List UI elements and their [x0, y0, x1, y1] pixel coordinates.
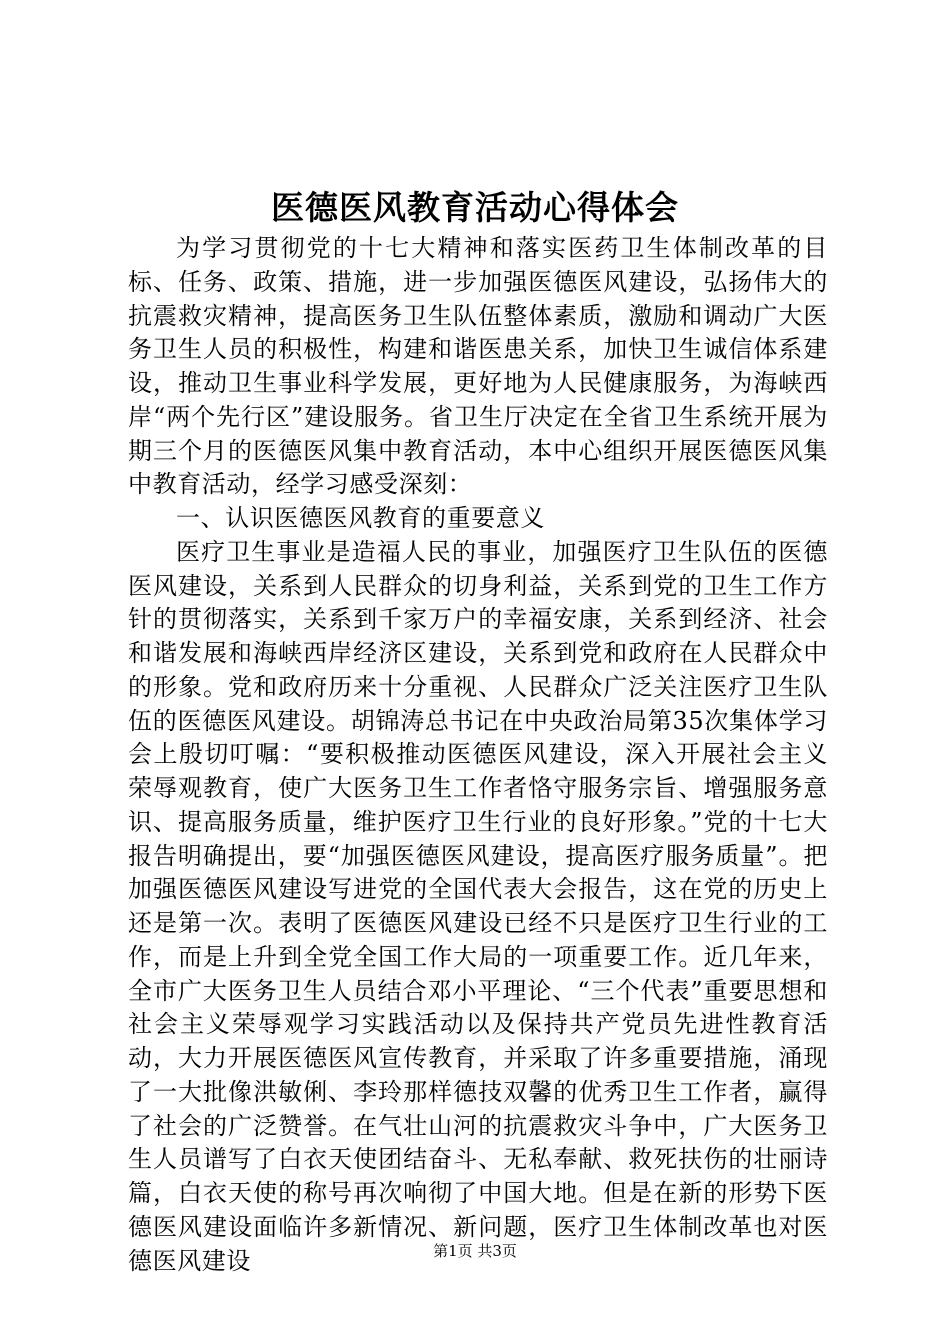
body-paragraph: 医疗卫生事业是造福人民的事业，加强医疗卫生队伍的医德医风建设，关系到人民群众的切身利益，关系到党的卫生工作方针的贯彻落实，关系到千家万户的幸福安康，关系到经济、社会和谐发展和海峡西岸经济区建设，关系到党和政府在人民群众中的形象。党和政府历来十分重视、人民群众广泛关注医疗卫生队伍的医德医风建设。胡锦涛总书记在中央政治局第35次集体学习会上殷切叮嘱：“要积极推动医德医风建设，深入开展社会主义荣辱观教育，使广大医务卫生工作者恪守服务宗旨、增强服务意识、提高服务质量，维护医疗卫生行业的良好形象。”党的十七大报告明确提出，要“加强医德医风建设，提高医疗服务质量”。把加强医德医风建设写进党的全国代表大会报告，这在党的历史上还是第一次。表明了医德医风建设已经不只是医疗卫生行业的工作，而是上升到全党全国工作大局的一项重要工作。近几年来，全市广大医务卫生人员结合邓小平理论、“三个代表”重要思想和社会主义荣辱观学习实践活动以及保持共产党员先进性教育活动，大力开展医德医风宣传教育，并采取了许多重要措施，涌现了一大批像洪敏俐、李玲那样德技双馨的优秀卫生工作者，赢得了社会的广泛赞誉。在气壮山河的抗震救灾斗争中，广大医务卫生人员谱写了白衣天使团结奋斗、无私奉献、救死扶伤的壮丽诗篇，白衣天使的称号再次响彻了中国大地。但是在新的形势下医德医风建设面临许多新情况、新问题，医疗卫生体制改革也对医德医风建设	[128, 537, 828, 1275]
document-body	[128, 232, 828, 1278]
document-title: 医德医风教育活动心得体会	[271, 188, 679, 227]
section-heading: 一、认识医德医风教育的重要意义	[176, 504, 545, 532]
page-footer: 第1页 共3页	[433, 1242, 517, 1260]
intro-paragraph: 为学习贯彻党的十七大精神和落实医药卫生体制改革的目标、任务、政策、措施，进一步加强医德医风建设，弘扬伟大的抗震救灾精神，提高医务卫生队伍整体素质，激励和调动广大医务卫生人员的积极性，构建和谐医患关系，加快卫生诚信体系建设，推动卫生事业科学发展，更好地为人民健康服务，为海峡西岸“两个先行区”建设服务。省卫生厅决定在全省卫生系统开展为期三个月的医德医风集中教育活动，本中心组织开展医德医风集中教育活动，经学习感受深刻：	[128, 234, 828, 499]
